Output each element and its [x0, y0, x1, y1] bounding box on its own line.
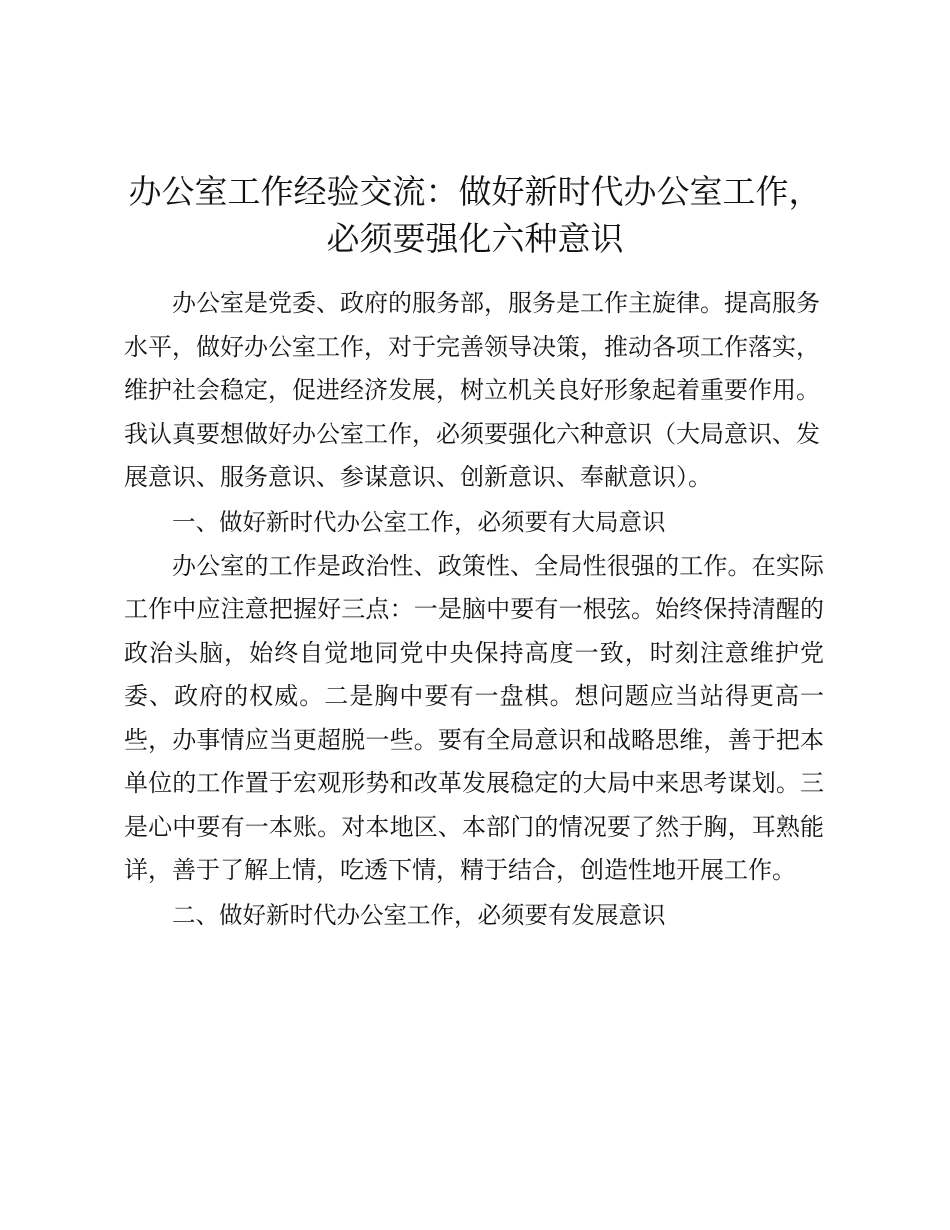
- section-heading-1: 一、做好新时代办公室工作，必须要有大局意识: [172, 507, 666, 536]
- document-title: 办公室工作经验交流：做好新时代办公室工作，必须要强化六种意识: [128, 172, 822, 258]
- paragraph-section-1: 办公室的工作是政治性、政策性、全局性很强的工作。在实际工作中应注意把握好三点：一是脑中要有一根弦。始终保持清醒的政治头脑，始终自觉地同党中央保持高度一致，时刻注意维护党委、政府的权威。二是胸中要有一盘棋。想问题应当站得更高一些，办事情应当更超脱一些。要有全局意识和战略思维，善于把本单位的工作置于宏观形势和改革发展稳定的大局中来思考谋划。三是心中要有一本账。对本地区、本部门的情况要了然于胸，耳熟能详，善于了解上情，吃透下情，精于结合，创造性地开展工作。: [124, 551, 824, 884]
- paragraph-intro: 办公室是党委、政府的服务部，服务是工作主旋律。提高服务水平，做好办公室工作，对于完善领导决策，推动各项工作落实，维护社会稳定，促进经济发展，树立机关良好形象起着重要作用。我认真要想做好办公室工作，必须要强化六种意识（大局意识、发展意识、服务意识、参谋意识、创新意识、奉献意识）。: [124, 289, 820, 491]
- section-heading-2: 二、做好新时代办公室工作，必须要有发展意识: [172, 900, 666, 929]
- document-body: [124, 282, 824, 938]
